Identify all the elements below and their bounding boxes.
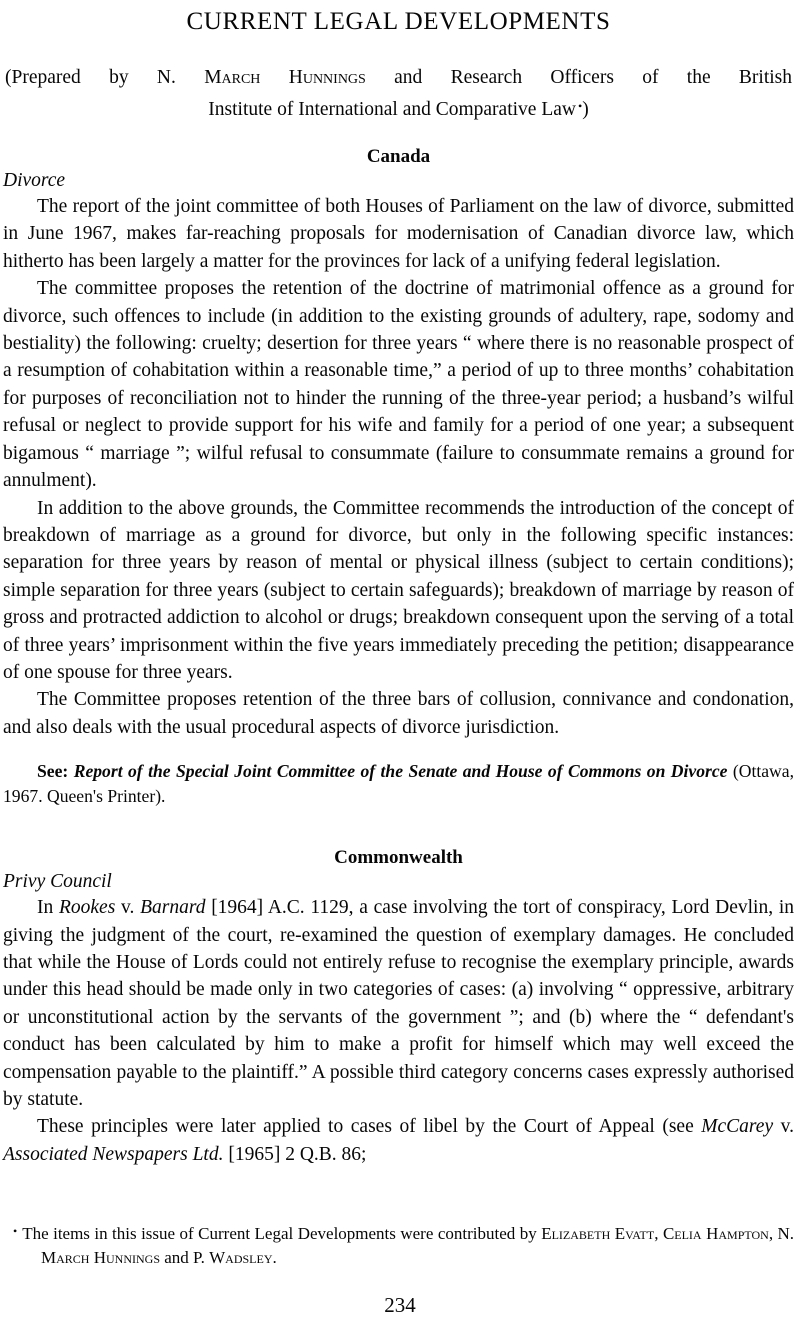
footnote-marker-icon: • <box>577 99 583 113</box>
attribution-paren: ) <box>582 99 589 121</box>
footnote-zone <box>3 1219 794 1270</box>
paragraph <box>3 1113 794 1168</box>
paragraph-lead: These principles were later applied to cases of libel by the Court of Appeal (see <box>37 1116 702 1138</box>
citation-label: See: <box>37 761 69 782</box>
citation-reference <box>3 759 794 809</box>
versus: v. <box>773 1116 795 1138</box>
case-name-mccarey: McCarey <box>701 1116 774 1138</box>
attribution-name-hunnings: Hunnings <box>288 67 366 88</box>
footnote-text: The items in this issue of Current Legal Developments were contributed by <box>22 1224 537 1243</box>
paragraph: The report of the joint committee of both Houses of Parliament on the law of divorce, submitted in June 1967, makes far-reaching proposals for modernisation of Canadian divorce law, which hitherto has been largely a matter for the provinces for lack of a unifying federal legislation. <box>3 196 794 272</box>
footnote-name-hampton: Hampton <box>706 1224 769 1243</box>
attribution-prefix: (Prepared by N. <box>5 67 205 88</box>
versus: v. <box>115 897 141 919</box>
footnote: • The items in this issue of Current Legal Developments were contributed by Elizabeth Evatt, Celia Hampton, N. March Hunnings and P. Wadsley. <box>13 1223 795 1267</box>
page-title: CURRENT LEGAL DEVELOPMENTS <box>186 8 611 35</box>
footnote-name-evatt: Evatt <box>614 1224 655 1243</box>
paragraph-rest: [1965] 2 Q.B. 86; <box>223 1143 367 1165</box>
footnote-name-celia: Celia <box>662 1224 702 1243</box>
subheading-divorce: Divorce <box>3 170 66 192</box>
citation-publication: (Ottawa, 1967. Queen's Printer). <box>3 761 794 807</box>
case-name-barnard: Barnard <box>140 897 206 919</box>
case-name-associated-newspapers: Associated Newspapers Ltd. <box>3 1143 224 1165</box>
attribution-suffix: and Research Officers of the British <box>365 67 792 88</box>
paragraph: The Committee proposes retention of the three bars of collusion, connivance and condonation, and also deals with the usual procedural aspects of divorce jurisdiction. <box>3 689 794 738</box>
paragraph: In addition to the above grounds, the Committee recommends the introduction of the concept of breakdown of marriage as a ground for divorce, but only in the following specific instances: separation for three years by reason of mental or physical illness (subject to certain conditions); simple separation for three years (subject to certain safeguards); breakdown of marriage by reason of gross and protracted addiction to alcohol or drugs; breakdown consequent upon the serving of a total of three years’ imprisonment within the five years immediately preceding the petition; disappearance of one spouse for three years. <box>3 497 794 683</box>
footnote-name-hunnings: Hunnings <box>93 1248 160 1267</box>
section-heading-commonwealth: Commonwealth <box>334 847 463 869</box>
footnote-name-elizabeth: Elizabeth <box>541 1224 611 1243</box>
footnote-name-march: March <box>41 1248 90 1267</box>
paragraph: The committee proposes the retention of the doctrine of matrimonial offence as a ground for divorce, such offences to include (in addition to the existing grounds of adultery, rape, sodomy and bestiality) the following: cruelty; desertion for three years “ where there is no reasonable prospect of a resumption of cohabitation within a reasonable time,” a period of up to three months’ cohabitation for purposes of reconciliation not to hinder the running of the three-year period; a husband’s wilful refusal or neglect to provide support for his wife and family for a period of one year; a subsequent bigamous “ marriage ”; wilful refusal to consummate (failure to consummate remains a ground for annulment). <box>3 278 794 492</box>
paragraph-lead: In <box>37 897 59 919</box>
footnote-name-wadsley: Wadsley <box>209 1248 273 1267</box>
page-number: 234 <box>384 1293 416 1317</box>
case-name-rookes: Rookes <box>58 897 116 919</box>
attribution <box>3 64 794 124</box>
citation-title: Report of the Special Joint Committee of the Senate and House of Commons on Divorce <box>73 761 728 782</box>
attribution-line2: Institute of International and Comparative Law <box>208 99 576 121</box>
subheading-privy-council: Privy Council <box>3 871 112 893</box>
section-heading-canada: Canada <box>366 146 431 168</box>
attribution-space <box>260 67 288 88</box>
paragraph <box>3 894 794 1113</box>
asterisk-icon: • <box>13 1223 18 1238</box>
paragraph-rest: [1964] A.C. 1129, a case involving the tort of conspiracy, Lord Devlin, in giving the judgment of the court, re-examined the question of exemplary damages. He concluded that while the House of Lords could not entirely refuse to recognise the exemplary principle, awards under this head should be made only in two categories of cases: (a) involving “ oppressive, arbitrary or unconstitutional action by the servants of the government ”; and (b) where the “ defendant's conduct has been calculated by him to make a profit for himself which may well exceed the compensation payable to the plaintiff.” A possible third category concerns cases expressly authorised by statute. <box>3 897 794 1110</box>
attribution-name-march: March <box>204 67 261 88</box>
